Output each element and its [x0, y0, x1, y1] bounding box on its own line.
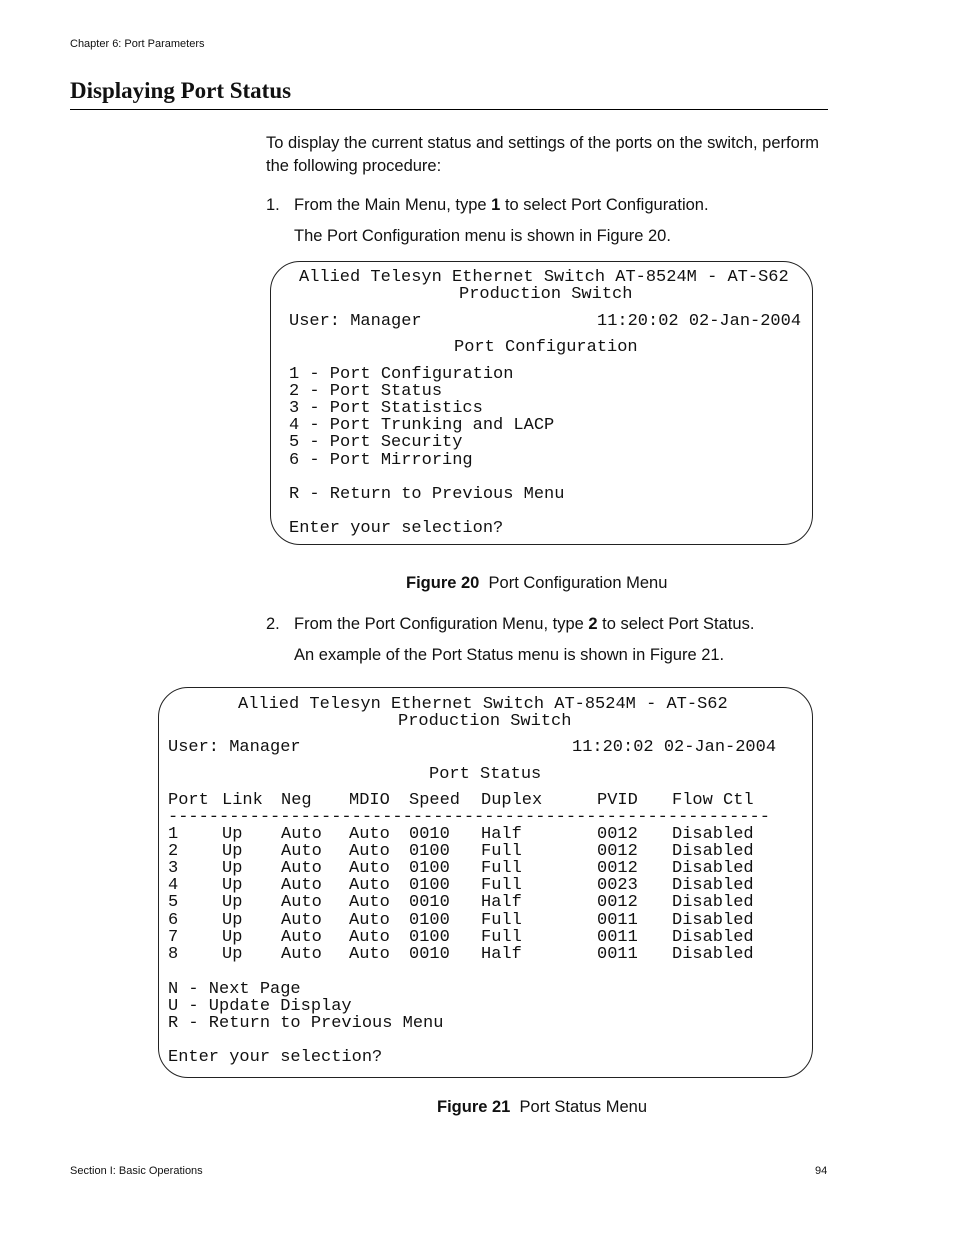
cell-speed: 0100: [409, 928, 450, 947]
cell-port: 6: [168, 911, 179, 930]
col-header-pvid: PVID: [597, 791, 638, 810]
cell-link: Up: [222, 911, 243, 930]
fig20-user: User: Manager: [289, 312, 422, 331]
fig21-header-line1: Allied Telesyn Ethernet Switch AT-8524M - AT-S62: [238, 695, 728, 714]
fig20-header-line1: Allied Telesyn Ethernet Switch AT-8524M - AT-S62: [299, 268, 789, 287]
table-separator: -----------------------------------------------------------: [168, 808, 770, 827]
figure-20-caption: [406, 574, 667, 593]
fig20-option: 1 - Port Configuration: [289, 365, 514, 384]
cell-flow-ctl: Disabled: [672, 945, 754, 964]
fig20-menu-title: Port Configuration: [454, 338, 638, 357]
cell-pvid: 0012: [597, 842, 638, 861]
fig20-prompt: Enter your selection?: [289, 519, 504, 538]
col-header-duplex: Duplex: [481, 791, 543, 810]
col-header-speed: Speed: [409, 791, 461, 810]
cell-neg: Auto: [281, 876, 322, 895]
cell-neg: Auto: [281, 859, 322, 878]
cell-neg: Auto: [281, 911, 322, 930]
cell-pvid: 0011: [597, 911, 638, 930]
cell-flow-ctl: Disabled: [672, 893, 754, 912]
cell-speed: 0100: [409, 876, 450, 895]
fig21-datetime: 11:20:02 02-Jan-2004: [572, 738, 777, 757]
cell-flow-ctl: Disabled: [672, 911, 754, 930]
step-2-text: From the Port Configuration Menu, type 2 to select Port Status.: [294, 615, 755, 633]
cell-link: Up: [222, 876, 243, 895]
section-title: Displaying Port Status: [70, 78, 292, 103]
cell-speed: 0100: [409, 859, 450, 878]
figure-21-label: Figure 21: [437, 1098, 511, 1116]
cell-flow-ctl: Disabled: [672, 842, 754, 861]
title-rule: [70, 109, 828, 110]
fig21-option: N - Next Page: [168, 980, 301, 999]
cell-port: 2: [168, 842, 179, 861]
fig20-option: 4 - Port Trunking and LACP: [289, 416, 555, 435]
figure-21-caption: [437, 1098, 647, 1117]
step-1-key: 1: [491, 196, 501, 214]
step-2-note: An example of the Port Status menu is shown in Figure 21.: [294, 646, 725, 664]
intro-paragraph: To display the current status and settings of the ports on the switch, perform the following procedure:: [266, 134, 820, 175]
cell-mdio: Auto: [349, 859, 390, 878]
fig20-return-option: R - Return to Previous Menu: [289, 485, 565, 504]
step-1-number: 1.: [266, 196, 280, 214]
cell-port: 4: [168, 876, 179, 895]
fig21-option: R - Return to Previous Menu: [168, 1014, 444, 1033]
page-number: 94: [815, 1165, 828, 1177]
cell-pvid: 0011: [597, 928, 638, 947]
cell-link: Up: [222, 842, 243, 861]
cell-port: 7: [168, 928, 179, 947]
col-header-link: Link: [222, 791, 263, 810]
footer-section: Section I: Basic Operations: [70, 1165, 203, 1177]
cell-duplex: Half: [481, 825, 522, 844]
fig21-prompt: Enter your selection?: [168, 1048, 383, 1067]
cell-duplex: Full: [481, 842, 522, 861]
cell-link: Up: [222, 945, 243, 964]
fig21-menu-title: Port Status: [429, 765, 542, 784]
cell-speed: 0010: [409, 945, 450, 964]
cell-link: Up: [222, 859, 243, 878]
step-1-text: From the Main Menu, type 1 to select Port Configuration.: [294, 196, 709, 214]
step-2-key: 2: [588, 615, 598, 633]
cell-pvid: 0011: [597, 945, 638, 964]
cell-speed: 0100: [409, 842, 450, 861]
cell-speed: 0100: [409, 911, 450, 930]
cell-duplex: Half: [481, 893, 522, 912]
fig20-option: 6 - Port Mirroring: [289, 451, 473, 470]
cell-pvid: 0012: [597, 859, 638, 878]
cell-duplex: Half: [481, 945, 522, 964]
cell-flow-ctl: Disabled: [672, 859, 754, 878]
running-head: Chapter 6: Port Parameters: [70, 38, 205, 50]
cell-link: Up: [222, 825, 243, 844]
fig20-datetime: 11:20:02 02-Jan-2004: [597, 312, 802, 331]
cell-pvid: 0012: [597, 893, 638, 912]
cell-flow-ctl: Disabled: [672, 876, 754, 895]
fig20-option: 5 - Port Security: [289, 433, 463, 452]
cell-mdio: Auto: [349, 928, 390, 947]
cell-flow-ctl: Disabled: [672, 825, 754, 844]
figure-20-title: Port Configuration Menu: [488, 574, 668, 592]
cell-neg: Auto: [281, 842, 322, 861]
cell-mdio: Auto: [349, 876, 390, 895]
cell-mdio: Auto: [349, 842, 390, 861]
cell-duplex: Full: [481, 876, 522, 895]
col-header-neg: Neg: [281, 791, 312, 810]
col-header-flow-ctl: Flow Ctl: [672, 791, 754, 810]
cell-link: Up: [222, 928, 243, 947]
cell-speed: 0010: [409, 825, 450, 844]
cell-pvid: 0012: [597, 825, 638, 844]
cell-neg: Auto: [281, 928, 322, 947]
cell-speed: 0010: [409, 893, 450, 912]
fig21-header-line2: Production Switch: [398, 712, 572, 731]
cell-duplex: Full: [481, 911, 522, 930]
fig21-user: User: Manager: [168, 738, 301, 757]
cell-neg: Auto: [281, 945, 322, 964]
fig20-option: 3 - Port Statistics: [289, 399, 483, 418]
cell-duplex: Full: [481, 859, 522, 878]
figure-21-title: Port Status Menu: [519, 1098, 648, 1116]
cell-pvid: 0023: [597, 876, 638, 895]
cell-port: 8: [168, 945, 179, 964]
cell-link: Up: [222, 893, 243, 912]
cell-mdio: Auto: [349, 945, 390, 964]
step-1-note: The Port Configuration menu is shown in Figure 20.: [294, 227, 671, 245]
cell-duplex: Full: [481, 928, 522, 947]
cell-port: 1: [168, 825, 179, 844]
fig20-option: 2 - Port Status: [289, 382, 443, 401]
step-2-number: 2.: [266, 615, 280, 633]
cell-port: 5: [168, 893, 179, 912]
cell-port: 3: [168, 859, 179, 878]
cell-neg: Auto: [281, 825, 322, 844]
cell-flow-ctl: Disabled: [672, 928, 754, 947]
col-header-mdio: MDIO: [349, 791, 390, 810]
cell-mdio: Auto: [349, 911, 390, 930]
cell-mdio: Auto: [349, 893, 390, 912]
fig21-option: U - Update Display: [168, 997, 352, 1016]
fig20-header-line2: Production Switch: [459, 285, 633, 304]
cell-mdio: Auto: [349, 825, 390, 844]
cell-neg: Auto: [281, 893, 322, 912]
col-header-port: Port: [168, 791, 209, 810]
figure-20-label: Figure 20: [406, 574, 480, 592]
